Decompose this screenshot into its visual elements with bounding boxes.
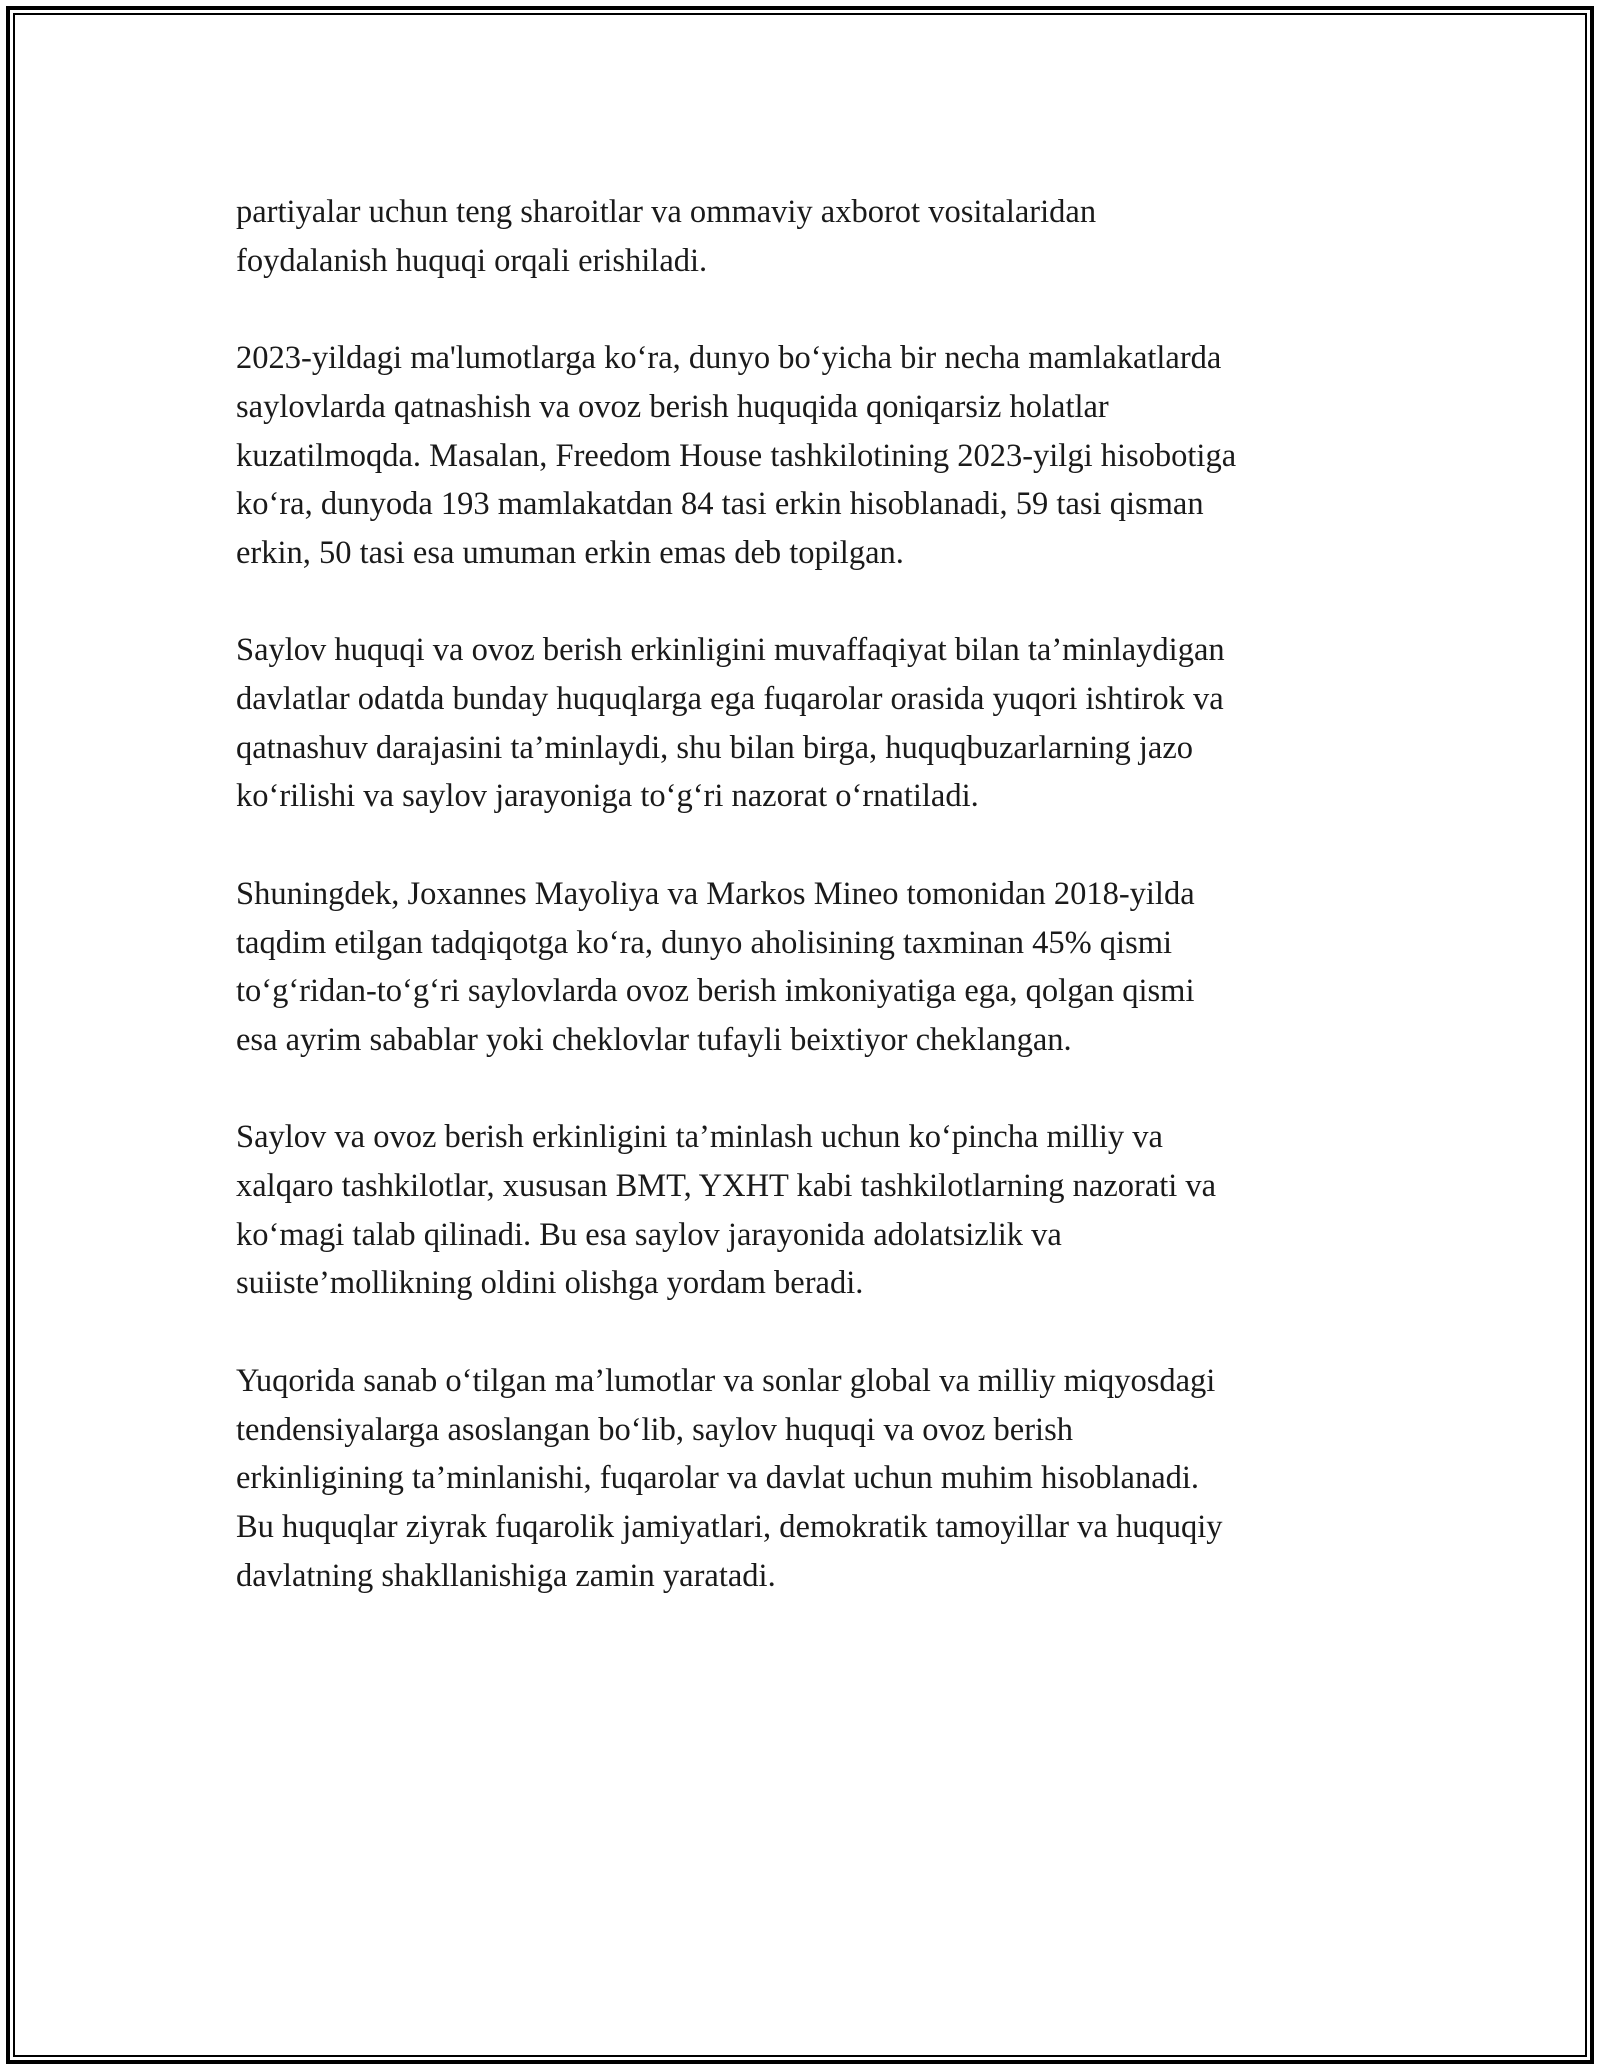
- paragraph-5: Saylov va ovoz berish erkinligini ta’minlash uchun ko‘pincha milliy va xalqaro tashkilotlar, xususan BMT, YXHT kabi tashkilotlarning nazorati va ko‘magi talab qilinadi. Bu esa saylov jarayonida adolatsizlik va suiiste’mollikning oldini olishga yordam beradi.: [236, 1119, 1217, 1302]
- paragraph-6: Yuqorida sanab o‘tilgan ma’lumotlar va sonlar global va milliy miqyosdagi tendensiyalarga asoslangan bo‘lib, saylov huquqi va ovoz berish erkinligining ta’minlanishi, fuqarolar va davlat uchun muhim hisoblanadi. Bu huquqlar ziyrak fuqarolik jamiyatlari, demokratik tamoyillar va huquqiy davlatning shakllanishiga zamin yaratadi.: [236, 1362, 1223, 1594]
- document-body: [236, 188, 1396, 1649]
- paragraph-4: Shuningdek, Joxannes Mayoliya va Markos Mineo tomonidan 2018-yilda taqdim etilgan tadqiqotga ko‘ra, dunyo aholisining taxminan 45% qismi to‘g‘ridan-to‘g‘ri saylovlarda ovoz berish imkoniyatiga ega, qolgan qismi esa ayrim sabablar yoki cheklovlar tufayli beixtiyor cheklangan.: [236, 875, 1195, 1058]
- paragraph-3: Saylov huquqi va ovoz berish erkinligini muvaffaqiyat bilan ta’minlaydigan davlatlar odatda bunday huquqlarga ega fuqarolar orasida yuqori ishtirok va qatnashuv darajasini ta’minlaydi, shu bilan birga, huquqbuzarlarning jazo ko‘rilishi va saylov jarayoniga to‘g‘ri nazorat o‘rnatiladi.: [236, 632, 1225, 815]
- paragraph-1: partiyalar uchun teng sharoitlar va ommaviy axborot vositalaridan foydalanish huquqi orqali erishiladi.: [236, 194, 1097, 279]
- paragraph-2: 2023-yildagi ma'lumotlarga ko‘ra, dunyo bo‘yicha bir necha mamlakatlarda saylovlarda qatnashish va ovoz berish huquqida qoniqarsiz holatlar kuzatilmoqda. Masalan, Freedom House tashkilotining 2023-yilgi hisobotiga ko‘ra, dunyoda 193 mamlakatdan 84 tasi erkin hisoblanadi, 59 tasi qisman erkin, 50 tasi esa umuman erkin emas deb topilgan.: [236, 340, 1237, 571]
